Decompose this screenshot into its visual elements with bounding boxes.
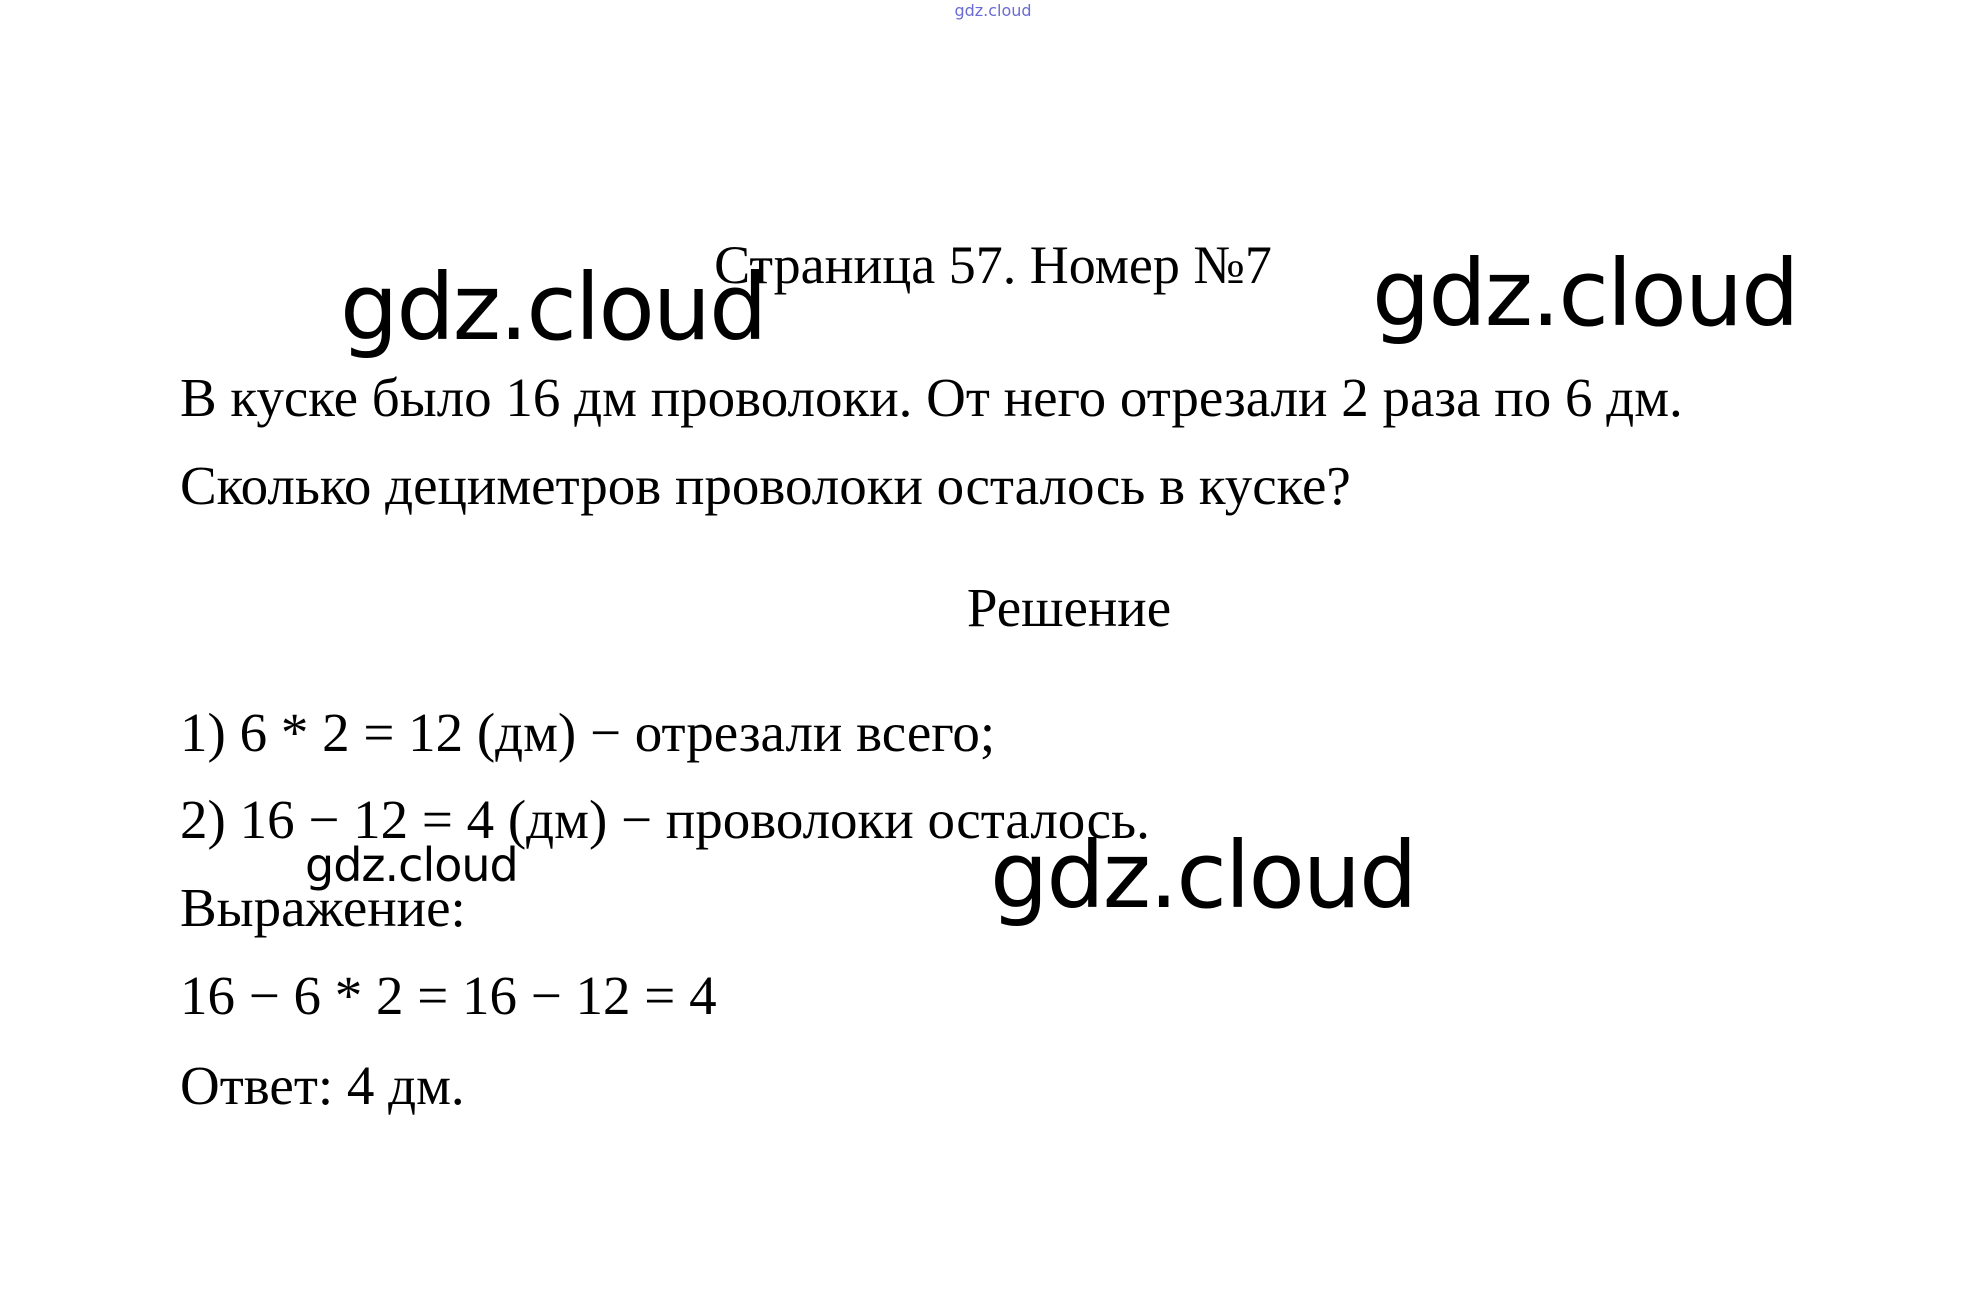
watermark-bottom-center: gdz.cloud (990, 822, 1416, 929)
top-watermark: gdz.cloud (954, 1, 1032, 20)
watermark-small-left: gdz.cloud (305, 838, 518, 892)
expression-label: Выражение: (180, 877, 466, 938)
page-title: Страница 57. Номер №7 (714, 235, 1272, 295)
problem-text-line-1: В куске было 16 дм проволоки. От него отрезали 2 раза по 6 дм. (180, 367, 1683, 428)
answer-text: Ответ: 4 дм. (180, 1055, 465, 1116)
watermark-top-right: gdz.cloud (1372, 240, 1798, 347)
problem-text-line-2: Сколько дециметров проволоки осталось в куске? (180, 455, 1351, 516)
solution-heading: Решение (966, 577, 1172, 638)
watermark-top-left: gdz.cloud (340, 254, 766, 361)
expression: 16 − 6 * 2 = 16 − 12 = 4 (180, 965, 717, 1026)
solution-step-2: 2) 16 − 12 = 4 (дм) − проволоки осталось. (180, 789, 1150, 850)
solution-step-1: 1) 6 * 2 = 12 (дм) − отрезали всего; (180, 702, 996, 763)
